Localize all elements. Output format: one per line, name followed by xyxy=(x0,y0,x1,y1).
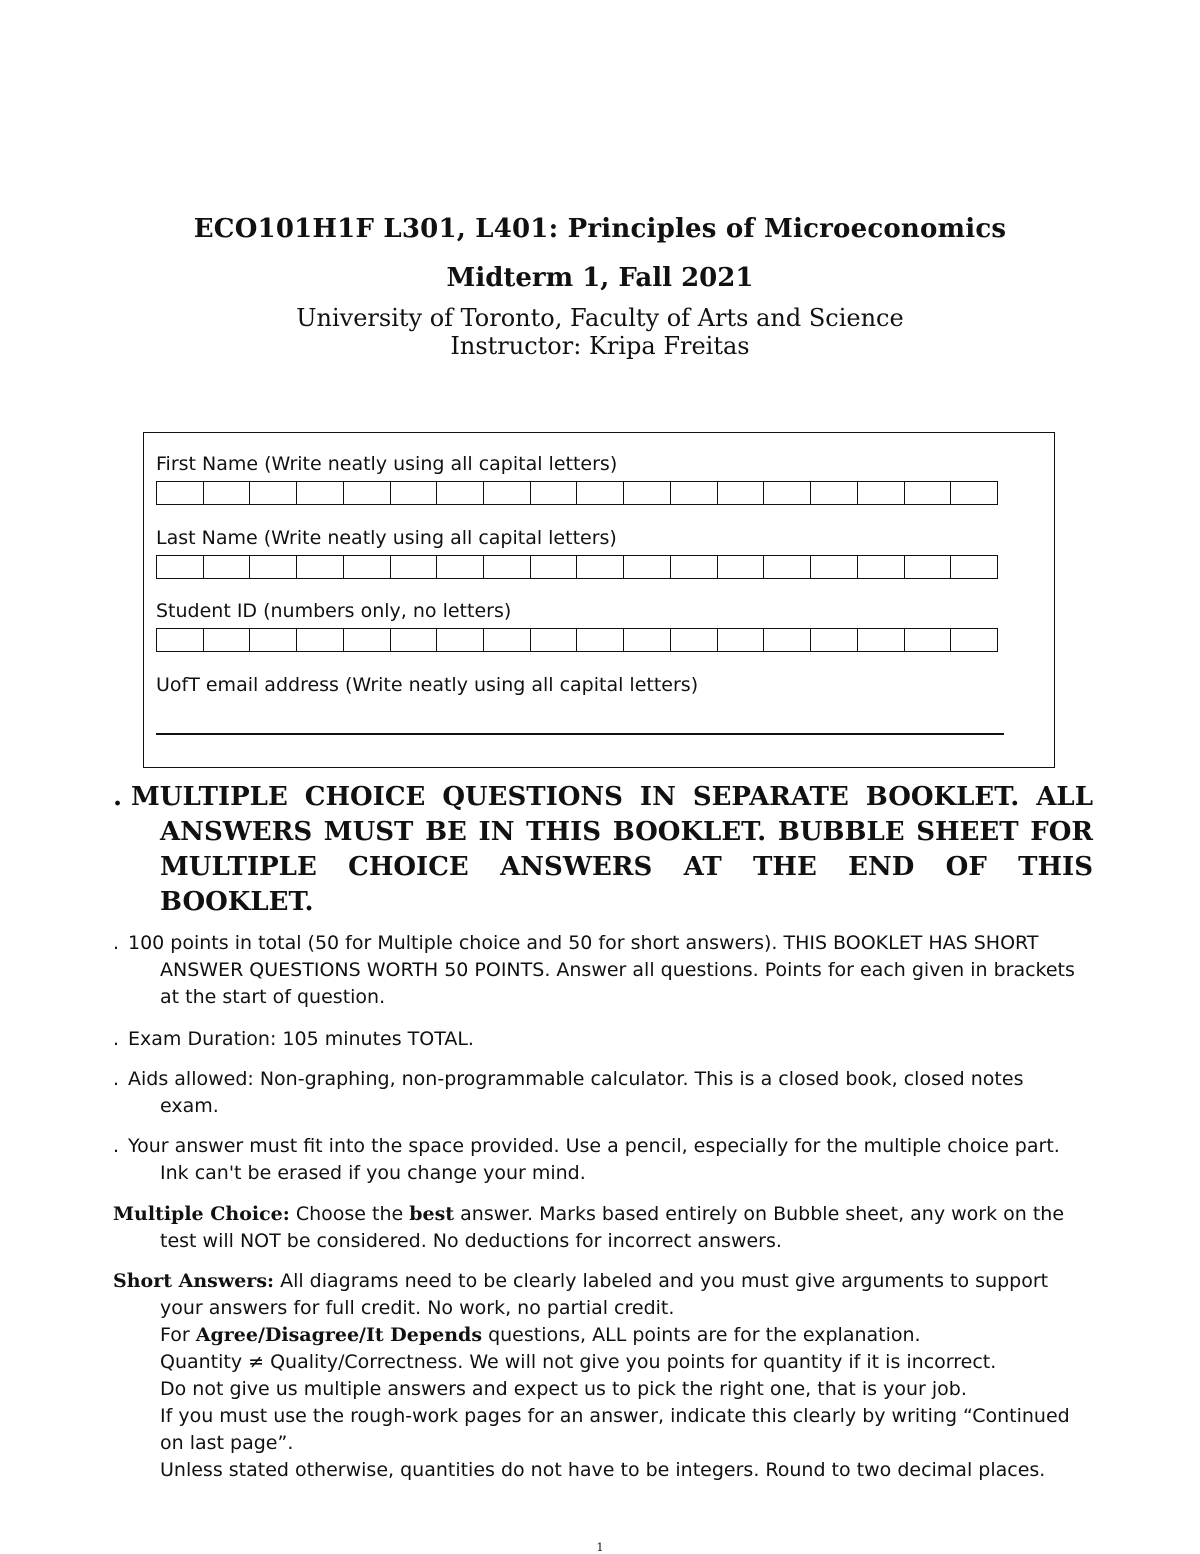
letter-cell[interactable] xyxy=(905,556,952,578)
space-text: Your answer must fit into the space provided. Use a pencil, especially for the multiple choice part. Ink can't be erased if you change your mind. xyxy=(128,1135,1060,1184)
letter-cell[interactable] xyxy=(951,482,997,504)
sa-intro: All diagrams need to be clearly labeled and you must give arguments to support your answers for full credit. No work, no partial credit. xyxy=(160,1270,1049,1319)
letter-cell[interactable] xyxy=(437,629,484,651)
letter-cell[interactable] xyxy=(811,556,858,578)
last-name-label: Last Name (Write neatly using all capital letters) xyxy=(156,527,617,549)
first-name-label: First Name (Write neatly using all capital letters) xyxy=(156,453,618,475)
mc-text-after: answer. Marks based entirely on Bubble sheet, any work on the test will NOT be considered. No deductions for incorrect answers. xyxy=(160,1203,1065,1252)
sa-lead: Short Answers: xyxy=(113,1270,275,1292)
letter-cell[interactable] xyxy=(391,556,438,578)
sa-agree-emphasis: Agree/Disagree/It Depends xyxy=(195,1324,483,1346)
sa-agree-before: For xyxy=(160,1324,190,1346)
letter-cell[interactable] xyxy=(951,556,997,578)
bullet-marker: . xyxy=(113,1135,120,1157)
letter-cell[interactable] xyxy=(718,482,765,504)
letter-cell[interactable] xyxy=(671,556,718,578)
multiple-choice-section xyxy=(113,1201,1088,1255)
mc-notice-bullet xyxy=(113,780,1093,920)
letter-cell[interactable] xyxy=(951,629,997,651)
duration-text: Exam Duration: 105 minutes TOTAL. xyxy=(128,1028,474,1050)
letter-cell[interactable] xyxy=(250,482,297,504)
letter-cell[interactable] xyxy=(437,482,484,504)
instructor: Instructor: Kripa Freitas xyxy=(450,332,750,360)
first-name-field[interactable] xyxy=(156,481,998,505)
aids-text: Aids allowed: Non-graphing, non-programmable calculator. This is a closed book, closed notes exam. xyxy=(128,1068,1024,1117)
letter-cell[interactable] xyxy=(250,629,297,651)
letter-cell[interactable] xyxy=(905,482,952,504)
letter-cell[interactable] xyxy=(437,556,484,578)
letter-cell[interactable] xyxy=(577,629,624,651)
bullet-marker: . xyxy=(113,1068,120,1090)
bullet-marker: . xyxy=(113,932,120,954)
letter-cell[interactable] xyxy=(671,482,718,504)
letter-cell[interactable] xyxy=(811,482,858,504)
student-id-label: Student ID (numbers only, no letters) xyxy=(156,600,512,622)
points-bullet xyxy=(113,930,1088,1011)
letter-cell[interactable] xyxy=(718,556,765,578)
student-id-field[interactable] xyxy=(156,628,998,652)
letter-cell[interactable] xyxy=(484,482,531,504)
sa-quantity: Quantity ≠ Quality/Correctness. We will not give you points for quantity if it is incorrect. xyxy=(160,1351,997,1373)
letter-cell[interactable] xyxy=(157,482,204,504)
course-title: ECO101H1F L301, L401: Principles of Microeconomics xyxy=(193,214,1007,244)
letter-cell[interactable] xyxy=(344,482,391,504)
letter-cell[interactable] xyxy=(905,629,952,651)
letter-cell[interactable] xyxy=(204,629,251,651)
letter-cell[interactable] xyxy=(250,556,297,578)
letter-cell[interactable] xyxy=(204,556,251,578)
institution: University of Toronto, Faculty of Arts and Science xyxy=(296,304,904,332)
letter-cell[interactable] xyxy=(858,556,905,578)
aids-bullet xyxy=(113,1066,1088,1120)
short-answers-section xyxy=(113,1268,1088,1484)
letter-cell[interactable] xyxy=(577,556,624,578)
letter-cell[interactable] xyxy=(297,482,344,504)
mc-lead: Multiple Choice: xyxy=(113,1203,290,1225)
bullet-marker: . xyxy=(113,782,123,812)
exam-title: Midterm 1, Fall 2021 xyxy=(446,263,754,293)
sa-agree-after: questions, ALL points are for the explanation. xyxy=(488,1324,921,1346)
letter-cell[interactable] xyxy=(297,556,344,578)
letter-cell[interactable] xyxy=(297,629,344,651)
letter-cell[interactable] xyxy=(858,482,905,504)
page-number: 1 xyxy=(596,1541,604,1554)
mc-notice-text: MULTIPLE CHOICE QUESTIONS IN SEPARATE BOOKLET. ALL ANSWERS MUST BE IN THIS BOOKLET. BUBBLE SHEET FOR MULTIPLE CHOICE ANSWERS AT THE END OF THIS BOOKLET. xyxy=(131,782,1093,917)
letter-cell[interactable] xyxy=(764,629,811,651)
letter-cell[interactable] xyxy=(531,482,578,504)
letter-cell[interactable] xyxy=(344,629,391,651)
letter-cell[interactable] xyxy=(671,629,718,651)
mc-emphasis: best xyxy=(409,1203,455,1225)
letter-cell[interactable] xyxy=(391,629,438,651)
letter-cell[interactable] xyxy=(811,629,858,651)
letter-cell[interactable] xyxy=(624,482,671,504)
letter-cell[interactable] xyxy=(344,556,391,578)
letter-cell[interactable] xyxy=(577,482,624,504)
letter-cell[interactable] xyxy=(624,556,671,578)
letter-cell[interactable] xyxy=(624,629,671,651)
letter-cell[interactable] xyxy=(484,556,531,578)
duration-bullet xyxy=(113,1026,1088,1053)
mc-text-before: Choose the xyxy=(295,1203,404,1225)
bullet-marker: . xyxy=(113,1028,120,1050)
letter-cell[interactable] xyxy=(204,482,251,504)
letter-cell[interactable] xyxy=(157,556,204,578)
email-label: UofT email address (Write neatly using all capital letters) xyxy=(156,674,699,696)
student-info-box xyxy=(143,432,1055,768)
last-name-field[interactable] xyxy=(156,555,998,579)
letter-cell[interactable] xyxy=(718,629,765,651)
letter-cell[interactable] xyxy=(858,629,905,651)
email-field[interactable] xyxy=(156,733,1004,735)
points-text: 100 points in total (50 for Multiple choice and 50 for short answers). THIS BOOKLET HAS SHORT ANSWER QUESTIONS WORTH 50 POINTS. Answer all questions. Points for each given in brackets at the start of question. xyxy=(128,932,1075,1008)
space-bullet xyxy=(113,1133,1088,1187)
letter-cell[interactable] xyxy=(531,556,578,578)
sa-multiple: Do not give us multiple answers and expect us to pick the right one, that is your job. xyxy=(160,1378,967,1400)
letter-cell[interactable] xyxy=(764,482,811,504)
letter-cell[interactable] xyxy=(157,629,204,651)
letter-cell[interactable] xyxy=(531,629,578,651)
letter-cell[interactable] xyxy=(391,482,438,504)
letter-cell[interactable] xyxy=(764,556,811,578)
letter-cell[interactable] xyxy=(484,629,531,651)
sa-rough: If you must use the rough-work pages for an answer, indicate this clearly by writing “Continued on last page”. xyxy=(160,1405,1070,1454)
sa-integers: Unless stated otherwise, quantities do not have to be integers. Round to two decimal places. xyxy=(160,1459,1046,1481)
